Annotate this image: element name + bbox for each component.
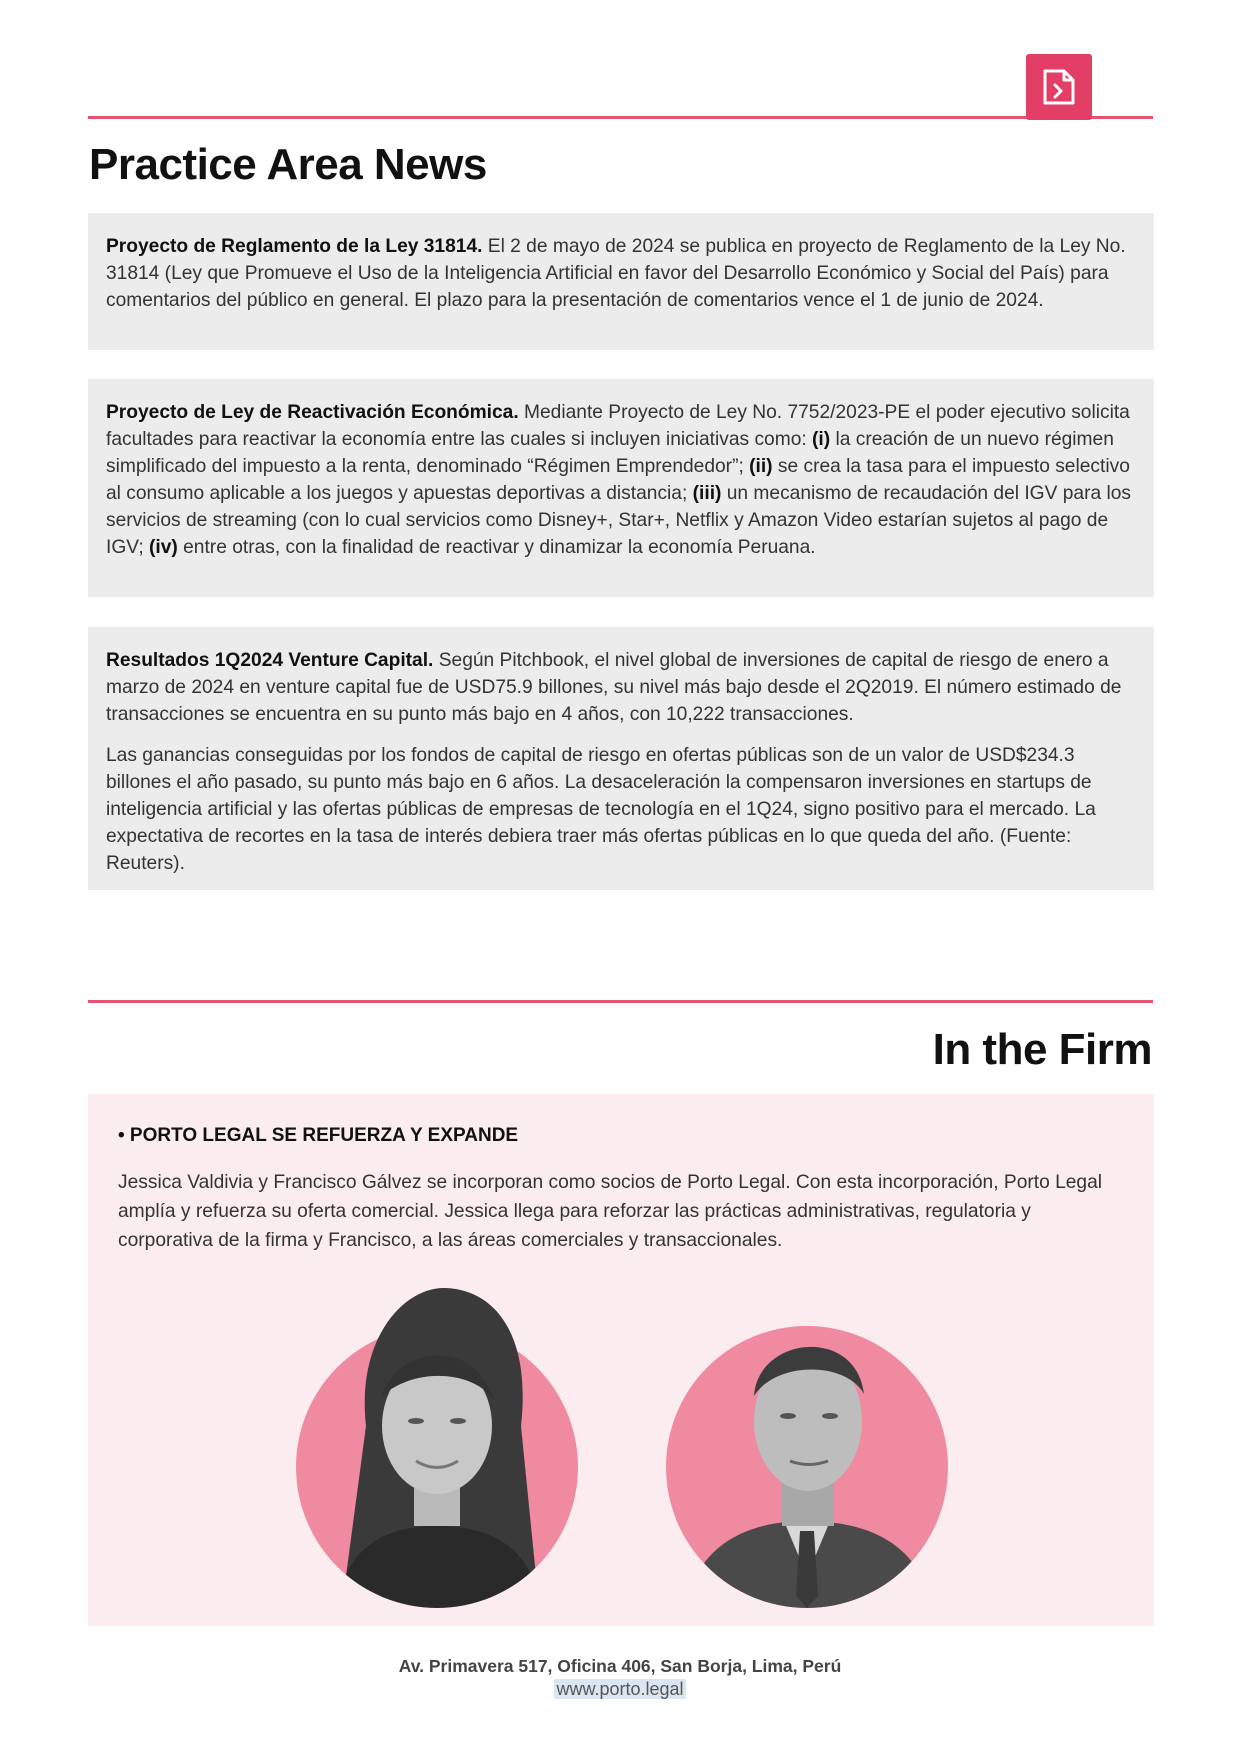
news-text: Según Pitchbook, el nivel global de inversiones de capital de riesgo de enero a marzo de 2024 en venture capital fue de USD75.9 billones, su nivel más bajo desde el 2Q2019. El número estimado de transacciones se encuentra en su punto más bajo en 4 años, con 10,222 transacciones.: [106, 650, 1122, 725]
news-paragraph: [106, 399, 1136, 561]
news-item-reactivacion: [88, 379, 1154, 597]
news-text: un mecanismo de recaudación del IGV para los servicios de streaming (con lo cual servicios como Disney+, Star+, Netflix y Amazon Video estarían sujetos al pago de IGV;: [106, 483, 1131, 558]
footer-address: Av. Primavera 517, Oficina 406, San Borja, Lima, Perú: [398, 1656, 842, 1676]
firm-headline: • PORTO LEGAL SE REFUERZA Y EXPANDE: [118, 1125, 519, 1146]
section-divider: [88, 1000, 1153, 1003]
news-text: la creación de un nuevo régimen simplificado del impuesto a la renta, denominado “Régimen Emprendedor”;: [106, 429, 1114, 477]
news-item-reglamento: [88, 213, 1154, 350]
enum-marker: (ii): [749, 456, 773, 477]
news-text: se crea la tasa para el impuesto selectivo al consumo aplicable a los juegos y apuestas deportivas a distancia;: [106, 456, 1130, 504]
news-text: entre otras, con la finalidad de reactivar y dinamizar la economía Peruana.: [177, 537, 816, 558]
news-paragraph: [106, 233, 1136, 314]
section-title-firm: In the Firm: [932, 1025, 1152, 1074]
firm-body: Jessica Valdivia y Francisco Gálvez se incorporan como socios de Porto Legal. Con esta incorporación, Porto Legal amplía y refuerza su oferta comercial. Jessica llega para reforzar las prácticas administrativas, regulatoria y corporativa de la firma y Francisco, a las áreas comerciales y transaccionales.: [118, 1172, 1103, 1251]
enum-marker: (i): [812, 429, 831, 450]
enum-marker: (iv): [149, 537, 178, 558]
news-text: El 2 de mayo de 2024 se publica en proyecto de Reglamento de la Ley No. 31814 (Ley que Promueve el Uso de la Inteligencia Artificial en favor del Desarrollo Económico y Social del País) para comentarios del público en general. El plazo para la presentación de comentarios vence el 1 de junio de 2024.: [106, 236, 1126, 311]
partner-photo-francisco: [666, 1326, 948, 1608]
enum-marker: (iii): [692, 483, 722, 504]
news-text: Las ganancias conseguidas por los fondos de capital de riesgo en ofertas públicas son de un valor de USD$234.3 billones el año pasado, su punto más bajo en 6 años. La desaceleración la compensaron inversiones en startups de inteligencia artificial y las ofertas públicas de empresas de tecnología en el 1Q24, signo positivo para el mercado. La expectativa de recortes en la tasa de interés debiera traer más ofertas públicas en lo que queda del año. (Fuente: Reuters).: [106, 745, 1096, 874]
news-paragraph: [106, 742, 1136, 877]
news-text: Mediante Proyecto de Ley No. 7752/2023-PE el poder ejecutivo solicita facultades para reactivar la economía entre las cuales si incluyen iniciativas como:: [106, 402, 1130, 450]
news-lead: Resultados 1Q2024 Venture Capital.: [106, 650, 434, 671]
firm-news-box: [88, 1094, 1154, 1626]
top-divider: [88, 116, 1153, 119]
news-lead: Proyecto de Ley de Reactivación Económica.: [106, 402, 519, 423]
document-arrow-icon[interactable]: [1026, 54, 1092, 120]
section-title-practice: Practice Area News: [89, 140, 487, 189]
website-link[interactable]: www.porto.legal: [556, 1679, 684, 1699]
partner-photo-jessica: [296, 1326, 578, 1608]
news-paragraph: [106, 647, 1136, 728]
news-item-venture-capital: [88, 627, 1154, 890]
footer-url: [0, 1679, 1240, 1700]
news-lead: Proyecto de Reglamento de la Ley 31814.: [106, 236, 483, 257]
